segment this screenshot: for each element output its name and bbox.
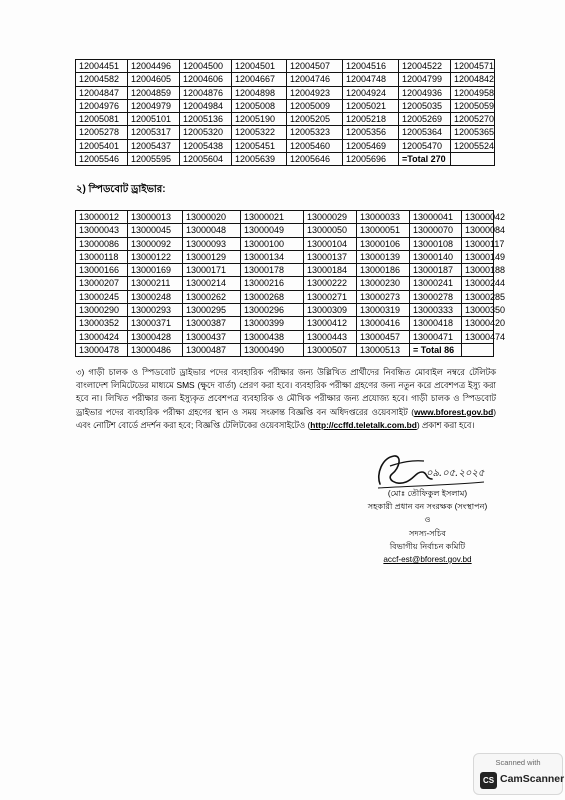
table-row — [76, 264, 494, 277]
signatory-committee: বিভাগীয় নির্বাচন কমিটি — [389, 541, 466, 551]
roll-number-cell: 13000169 — [128, 264, 183, 277]
roll-number-cell: 13000134 — [241, 250, 304, 263]
roll-number-cell: 12004958 — [451, 86, 495, 99]
roll-number-cell: 13000092 — [128, 237, 183, 250]
roll-number-cell: 13000271 — [304, 290, 357, 303]
roll-number-cell: 12005323 — [287, 126, 343, 139]
roll-number-cell: 13000104 — [304, 237, 357, 250]
roll-number-cell: 13000443 — [304, 330, 357, 343]
table-row — [76, 86, 495, 99]
roll-number-cell: 12005136 — [180, 113, 232, 126]
roll-number-cell: 13000050 — [304, 224, 357, 237]
roll-number-cell: 13000285 — [462, 290, 494, 303]
bforest-website-link[interactable]: www.bforest.gov.bd — [414, 406, 494, 417]
roll-number-cell: 12005437 — [128, 139, 180, 152]
roll-number-cell: 12005278 — [76, 126, 128, 139]
roll-number-cell: 13000020 — [183, 211, 241, 224]
roll-number-cell: 13000350 — [462, 304, 494, 317]
roll-number-cell: 13000412 — [304, 317, 357, 330]
roll-number-cell: 12005604 — [180, 153, 232, 166]
roll-number-cell: 13000122 — [128, 250, 183, 263]
table-row — [76, 250, 494, 263]
roll-number-cell: 13000457 — [357, 330, 410, 343]
roll-number-cell: 12005470 — [399, 139, 451, 152]
roll-number-cell: 12005365 — [451, 126, 495, 139]
roll-number-cell: 13000117 — [462, 237, 494, 250]
roll-number-cell: 13000478 — [76, 343, 128, 356]
roll-number-cell: 12004522 — [399, 60, 451, 73]
handwritten-date: ০৯.০৫.২০২৫ — [426, 468, 485, 479]
roll-number-cell: 13000084 — [462, 224, 494, 237]
roll-number-cell: 13000278 — [410, 290, 462, 303]
roll-number-cell: 13000438 — [241, 330, 304, 343]
table-row — [76, 317, 494, 330]
roll-number-cell: 13000029 — [304, 211, 357, 224]
table-row — [76, 60, 495, 73]
table-row — [76, 343, 494, 356]
roll-number-cell: 13000188 — [462, 264, 494, 277]
roll-number-cell: 12005546 — [76, 153, 128, 166]
roll-number-cell: 12004496 — [128, 60, 180, 73]
roll-number-cell: 13000371 — [128, 317, 183, 330]
roll-number-cell: 12004501 — [232, 60, 287, 73]
roll-number-cell: 12005639 — [232, 153, 287, 166]
instruction-paragraph — [76, 366, 496, 432]
signatory-email[interactable]: accf-est@bforest.gov.bd — [383, 555, 472, 565]
roll-number-cell: 13000129 — [183, 250, 241, 263]
roll-number-cell: 12005218 — [343, 113, 399, 126]
scanned-with-label: Scanned with — [495, 758, 541, 767]
roll-number-cell: 12004582 — [76, 73, 128, 86]
roll-number-cell: 12005317 — [128, 126, 180, 139]
table-row — [76, 126, 495, 139]
roll-number-cell: 13000042 — [462, 211, 494, 224]
roll-number-cell: 13000166 — [76, 264, 128, 277]
roll-number-cell: 13000273 — [357, 290, 410, 303]
roll-number-cell: 13000333 — [410, 304, 462, 317]
speedboat-roll-table — [75, 210, 506, 357]
roll-number-cell: 12004746 — [287, 73, 343, 86]
roll-number-cell: 13000048 — [183, 224, 241, 237]
roll-number-cell: 13000118 — [76, 250, 128, 263]
roll-number-cell: 13000149 — [462, 250, 494, 263]
roll-number-cell: 13000309 — [304, 304, 357, 317]
roll-number-cell: 12004799 — [399, 73, 451, 86]
roll-number-cell: 13000507 — [304, 343, 357, 356]
roll-number-cell: 12005190 — [232, 113, 287, 126]
roll-number-cell: 12004748 — [343, 73, 399, 86]
roll-number-cell: =Total 270 — [399, 153, 451, 166]
signatory-designation: সহকারী প্রধান বন সংরক্ষক (সংস্থাপন) — [367, 502, 488, 512]
roll-number-cell: 13000100 — [241, 237, 304, 250]
roll-number-cell: 13000214 — [183, 277, 241, 290]
roll-number-cell: 12004859 — [128, 86, 180, 99]
roll-number-cell: 12004936 — [399, 86, 451, 99]
table-row — [76, 113, 495, 126]
roll-number-cell: 12005696 — [343, 153, 399, 166]
roll-number-cell: 13000108 — [410, 237, 462, 250]
roll-number-cell: 12005451 — [232, 139, 287, 152]
signatory-role: সদস্য-সচিব — [409, 528, 446, 538]
roll-number-cell: 12005270 — [451, 113, 495, 126]
roll-number-cell: 13000420 — [462, 317, 494, 330]
roll-number-cell: 13000187 — [410, 264, 462, 277]
roll-number-cell: 13000268 — [241, 290, 304, 303]
roll-number-cell: 12005646 — [287, 153, 343, 166]
roll-number-cell: 13000045 — [128, 224, 183, 237]
roll-number-cell: 13000230 — [357, 277, 410, 290]
table-row — [76, 304, 494, 317]
roll-number-cell: 12004516 — [343, 60, 399, 73]
roll-number-cell: 12005008 — [232, 99, 287, 112]
table-row — [76, 224, 494, 237]
roll-number-cell — [462, 343, 494, 356]
table-row — [76, 277, 494, 290]
roll-number-cell: 13000184 — [304, 264, 357, 277]
roll-number-cell: 13000012 — [76, 211, 128, 224]
roll-number-cell: 13000139 — [357, 250, 410, 263]
roll-number-cell: 13000474 — [462, 330, 494, 343]
roll-number-cell: 13000295 — [183, 304, 241, 317]
roll-number-cell: 12004571 — [451, 60, 495, 73]
roll-number-cell: 13000487 — [183, 343, 241, 356]
roll-number-cell: 13000513 — [357, 343, 410, 356]
roll-number-cell: 12005356 — [343, 126, 399, 139]
table-row — [76, 330, 494, 343]
roll-number-cell: 12005401 — [76, 139, 128, 152]
roll-number-cell: 13000140 — [410, 250, 462, 263]
roll-number-cell: 12005101 — [128, 113, 180, 126]
roll-number-cell: 13000352 — [76, 317, 128, 330]
roll-number-cell: 12005524 — [451, 139, 495, 152]
roll-number-cell: 12004847 — [76, 86, 128, 99]
roll-number-cell: 13000216 — [241, 277, 304, 290]
table-row — [76, 290, 494, 303]
table-row — [76, 153, 495, 166]
teletalk-website-link[interactable]: http://ccffd.teletalk.com.bd — [310, 419, 417, 430]
roll-number-cell: 12005595 — [128, 153, 180, 166]
signature-block — [330, 487, 525, 566]
roll-number-cell: 13000319 — [357, 304, 410, 317]
camscanner-badge — [473, 753, 563, 795]
roll-number-cell: 13000222 — [304, 277, 357, 290]
camscanner-logo-icon: CS — [480, 772, 497, 789]
roll-number-cell: 13000241 — [410, 277, 462, 290]
paragraph-text-2: ) এবং নোটিশ বোর্ডে প্রদর্শন করা হবে; বিজ্ঞপ্তি টেলিটকের ওয়েবসাইটেও ( — [76, 406, 496, 430]
roll-number-cell: 13000290 — [76, 304, 128, 317]
table-row — [76, 237, 494, 250]
driver-roll-table — [75, 59, 495, 166]
table-row — [76, 99, 495, 112]
roll-number-cell: 12004876 — [180, 86, 232, 99]
roll-number-cell: 13000437 — [183, 330, 241, 343]
camscanner-name: CamScanner — [500, 773, 565, 785]
roll-number-cell: 13000070 — [410, 224, 462, 237]
roll-number-cell: 12004606 — [180, 73, 232, 86]
roll-number-cell: 13000051 — [357, 224, 410, 237]
roll-number-cell: 13000428 — [128, 330, 183, 343]
roll-number-cell — [451, 153, 495, 166]
roll-number-cell: 13000086 — [76, 237, 128, 250]
roll-number-cell: 13000211 — [128, 277, 183, 290]
roll-number-cell: 12005460 — [287, 139, 343, 152]
table-row — [76, 139, 495, 152]
roll-number-cell: 13000041 — [410, 211, 462, 224]
roll-number-cell: 12005438 — [180, 139, 232, 152]
roll-number-cell: 12004507 — [287, 60, 343, 73]
roll-number-cell: 13000296 — [241, 304, 304, 317]
signatory-conjunction: ও — [424, 515, 431, 525]
roll-number-cell: 13000093 — [183, 237, 241, 250]
roll-number-cell: 13000207 — [76, 277, 128, 290]
roll-number-cell: 13000486 — [128, 343, 183, 356]
roll-number-cell: 13000244 — [462, 277, 494, 290]
roll-number-cell: 12004976 — [76, 99, 128, 112]
roll-number-cell: 13000471 — [410, 330, 462, 343]
speedboat-driver-heading: ২) স্পিডবোট ড্রাইভার: — [76, 184, 166, 195]
roll-number-cell: 12004979 — [128, 99, 180, 112]
roll-number-cell: 13000178 — [241, 264, 304, 277]
roll-number-cell: 13000137 — [304, 250, 357, 263]
roll-number-cell: 12005081 — [76, 113, 128, 126]
table-row — [76, 73, 495, 86]
roll-number-cell: 13000013 — [128, 211, 183, 224]
roll-number-cell: 13000262 — [183, 290, 241, 303]
roll-number-cell: 13000293 — [128, 304, 183, 317]
roll-number-cell: 12004984 — [180, 99, 232, 112]
roll-number-cell: 12004924 — [343, 86, 399, 99]
roll-number-cell: 12005269 — [399, 113, 451, 126]
roll-number-cell: 12004500 — [180, 60, 232, 73]
table-row — [76, 211, 494, 224]
roll-number-cell: 12005469 — [343, 139, 399, 152]
roll-number-cell: 13000424 — [76, 330, 128, 343]
roll-number-cell: 12005009 — [287, 99, 343, 112]
roll-number-cell: 12005021 — [343, 99, 399, 112]
roll-number-cell: 13000387 — [183, 317, 241, 330]
roll-number-cell: 13000399 — [241, 317, 304, 330]
paragraph-text-1: ৩) গাড়ী চালক ও স্পিডবোট ড্রাইভার পদের ব্যবহারিক পরীক্ষার জন্য উল্লিখিত প্রার্থীদের নিবন্ধিত মোবাইল নম্বরে টেলিটক বাংলাদেশ লিমিটেডের মাধ্যমে SMS (ক্ষুদে বার্তা) প্রেরণ করা হবে। ব্যবহারিক পরীক্ষা গ্রহণের জন্য নতুন করে প্রবেশপত্র ইস্যু করা হবে না। লিখিত পরীক্ষার জন্য ইস্যুকৃত প্রবেশপত্র ব্যবহারিক ও মৌখিক পরীক্ষার জন্য প্রযোজ্য হবে। গাড়ী চালক ও স্পিডবোট ড্রাইভার পদের ব্যবহারিক পরীক্ষা গ্রহণের স্থান ও সময় সংক্রান্ত বিজ্ঞপ্তি বন অধিদপ্তরের ওয়েবসাইট ( — [76, 367, 496, 417]
roll-number-cell: 12004667 — [232, 73, 287, 86]
roll-number-cell: 12004605 — [128, 73, 180, 86]
roll-number-cell: 13000186 — [357, 264, 410, 277]
roll-number-cell: 12005322 — [232, 126, 287, 139]
roll-number-cell: 12005320 — [180, 126, 232, 139]
roll-number-cell: 13000418 — [410, 317, 462, 330]
roll-number-cell: 13000106 — [357, 237, 410, 250]
roll-number-cell: 13000043 — [76, 224, 128, 237]
roll-number-cell: 12004451 — [76, 60, 128, 73]
roll-number-cell: 13000245 — [76, 290, 128, 303]
roll-number-cell: 13000171 — [183, 264, 241, 277]
roll-number-cell: 13000033 — [357, 211, 410, 224]
roll-number-cell: 13000021 — [241, 211, 304, 224]
roll-number-cell: 12005364 — [399, 126, 451, 139]
roll-number-cell: 12005059 — [451, 99, 495, 112]
signatory-name: (মোঃ তৌফিকুল ইসলাম) — [387, 489, 468, 498]
roll-number-cell: 12005205 — [287, 113, 343, 126]
paragraph-text-3: ) প্রকাশ করা হবে। — [416, 419, 475, 430]
roll-number-cell: 13000248 — [128, 290, 183, 303]
roll-number-cell: 12004898 — [232, 86, 287, 99]
roll-number-cell: 12005035 — [399, 99, 451, 112]
roll-number-cell: 12004842 — [451, 73, 495, 86]
roll-number-cell: 13000416 — [357, 317, 410, 330]
roll-number-cell: 13000049 — [241, 224, 304, 237]
roll-number-cell: 13000490 — [241, 343, 304, 356]
roll-number-cell: = Total 86 — [410, 343, 462, 356]
roll-number-cell: 12004923 — [287, 86, 343, 99]
